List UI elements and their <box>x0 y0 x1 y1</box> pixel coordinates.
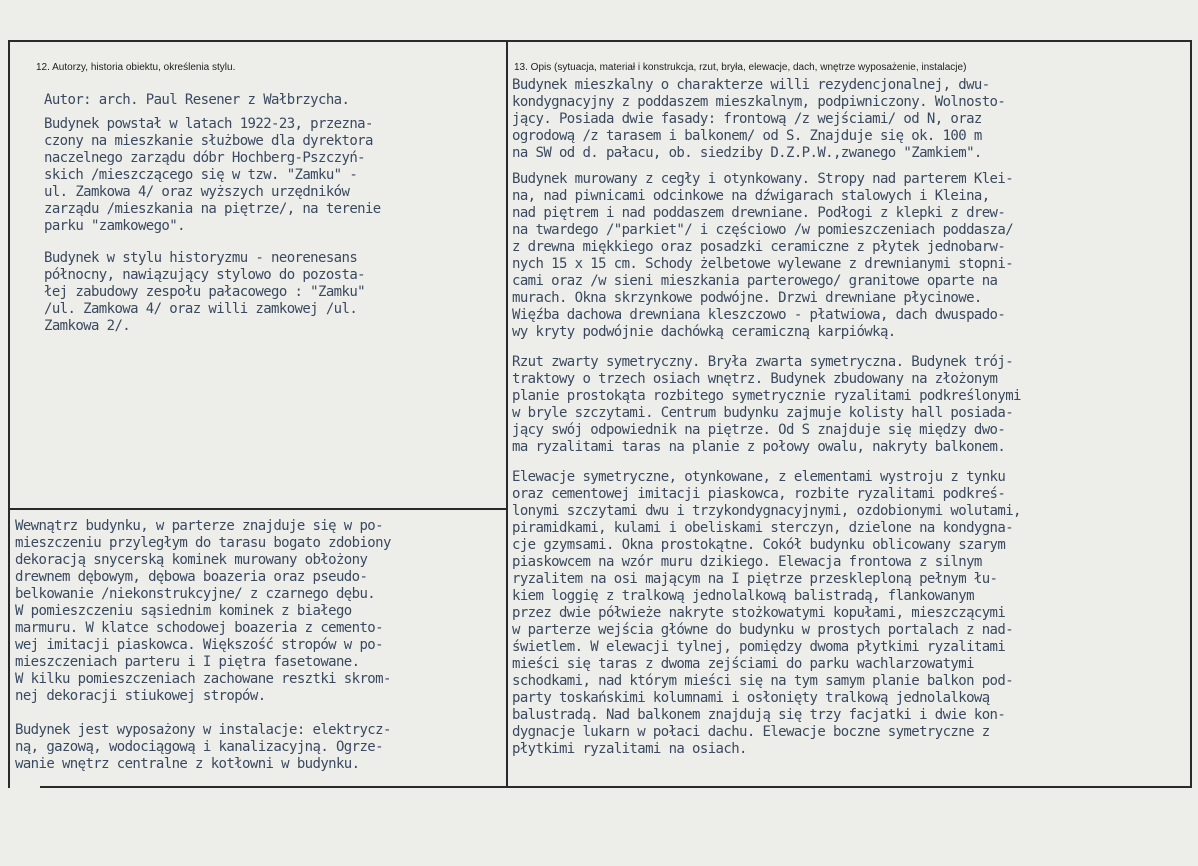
situation-paragraph: Budynek mieszkalny o charakterze willi rezydencjonalnej, dwu- kondygnacyjny z poddaszem mieszkalnym, podpiwniczony. Wolnosto- jący. Posiada dwie fasady: frontową /z wejściami/ od N, oraz ogrodową /z tarasem i balkonem/ od S. Znajduje się ok. 100 m na SW od d. pałacu, ob. siedziby D.Z.P.W.,zwanego "Zamkiem". <box>512 77 1006 161</box>
installations-paragraph: Budynek jest wyposażony w instalacje: elektrycz- ną, gazową, wodociągową i kanalizacyjną. Ogrze- wanie wnętrz centralne z kotłowni w budynku. <box>15 722 391 772</box>
frame-right-border <box>1190 40 1192 788</box>
frame-top-border <box>8 40 1192 42</box>
style-paragraph: Budynek w stylu historyzmu - neorenesans północny, nawiązujący stylowo do pozosta- łej zabudowy zespołu pałacowego : "Zamku" /ul. Zamkowa 4/ oraz willi zamkowej /ul. Zamkowa 2/. <box>44 250 365 334</box>
section-12-header: 12. Autorzy, historia obiektu, określenia stylu. <box>36 62 236 73</box>
interior-paragraph: Wewnątrz budynku, w parterze znajduje się w po- mieszczeniu przyległym do tarasu bogato zdobiony dekoracją snycerską kominek murowany obłożony drewnem dębowym, dębowa boazeria oraz pseudo- belkowanie /niekonstrukcyjne/ z czarnego dębu. W pomieszczeniu sąsiednim kominek z białego marmuru. W klatce schodowej boazeria z cemento- wej imitacji piaskowca. Większość stropów w po- mieszczeniach parteru i I piętra fasetowane. W kilku pomieszczeniach zachowane resztki skrom- nej dekoracji stiukowej stropów. <box>15 518 391 704</box>
author-paragraph: Autor: arch. Paul Resener z Wałbrzycha. <box>44 92 350 108</box>
history-paragraph-1: Budynek powstał w latach 1922-23, przezna- czony na mieszkanie służbowe dla dyrektora naczelnego zarządu dóbr Hochberg-Pszczyń- skich /mieszczącego się w tzw. "Zamku" - ul. Zamkowa 4/ oraz wyższych urzędników zarządu /mieszkania na piętrze/, na terenie parku "zamkowego". <box>44 116 381 234</box>
construction-paragraph: Budynek murowany z cegły i otynkowany. Stropy nad parterem Klei- na, nad piwnicami odcinkowe na dźwigarach stalowych i Kleina, nad piętrem i nad poddaszem drewniane. Podłogi z klepki z drew- na twardego /"parkiet"/ i częściowo /w pomieszczeniach poddasza/ z drewna miękkiego oraz posadzki ceramiczne z płytek jednobarw- nych 15 x 15 cm. Schody żelbetowe wylewane z drewnianymi stopni- cami oraz /w sieni mieszkania parterowego/ granitowe oparte na murach. Okna skrzynkowe podwójne. Drzwi drewniane płycinowe. Więźba dachowa drewniana kleszczowo - płatwiowa, dach dwuspado- wy kryty podwójnie dachówką ceramiczną karpiówką. <box>512 171 1014 340</box>
column-divider <box>506 40 508 786</box>
elevations-paragraph: Elewacje symetryczne, otynkowane, z elementami wystroju z tynku oraz cementowej imitacji piaskowca, rozbite ryzalitami podkreś- lonymi szczytami dwu i trzykondygnacyjnymi, ozdobionymi wolutami, piramidkami, kulami i obeliskami sterczyn, dzielone na kondygna- cje gzymsami. Okna prostokątne. Cokół budynku oblicowany szarym piaskowcem na wzór muru dzikiego. Elewacja frontowa z silnym ryzalitem na osi mającym na I piętrze przeskleploną pełnym łu- kiem loggię z tralkową jednolalkową balistradą, flankowanym przez dwie półwieże nakryte stożkowatymi kopułami, mieszczącymi w parterze wejścia główne do budynku w prostych portalach z nad- świetlem. W elewacji tylnej, pomiędzy dwoma płytkimi ryzalitami mieści się taras z dwoma zejściami do parku wachlarzowatymi schodkami, nad którym mieści się na tym samym planie balkon pod- party toskańskimi kolumnami i osłonięty tralkową jednolalkową balustradą. Nad balkonem znajdują się trzy facjatki i dwie kon- dygnacje lukarn w połaci dachu. Elewacje boczne symetryczne z płytkimi ryzalitami na osiach. <box>512 469 1021 757</box>
section-13-header: 13. Opis (sytuacja, materiał i konstrukcja, rzut, bryła, elewacje, dach, wnętrze wyposażenie, instalacje) <box>514 62 967 73</box>
plan-paragraph: Rzut zwarty symetryczny. Bryła zwarta symetryczna. Budynek trój- traktowy o trzech osiach wnętrz. Budynek zbudowany na złożonym planie prostokąta rozbitego symetrycznie ryzalitami podkreślonymi w bryle szczytami. Centrum budynku zajmuje kolisty hall posiada- jący swój odpowiednik na piętrze. Od S znajduje się między dwo- ma ryzalitami taras na planie z połowy owalu, nakryty balkonem. <box>512 354 1021 455</box>
left-section-divider <box>10 508 507 510</box>
frame-left-border <box>8 40 10 788</box>
frame-bottom-border <box>40 786 1192 788</box>
